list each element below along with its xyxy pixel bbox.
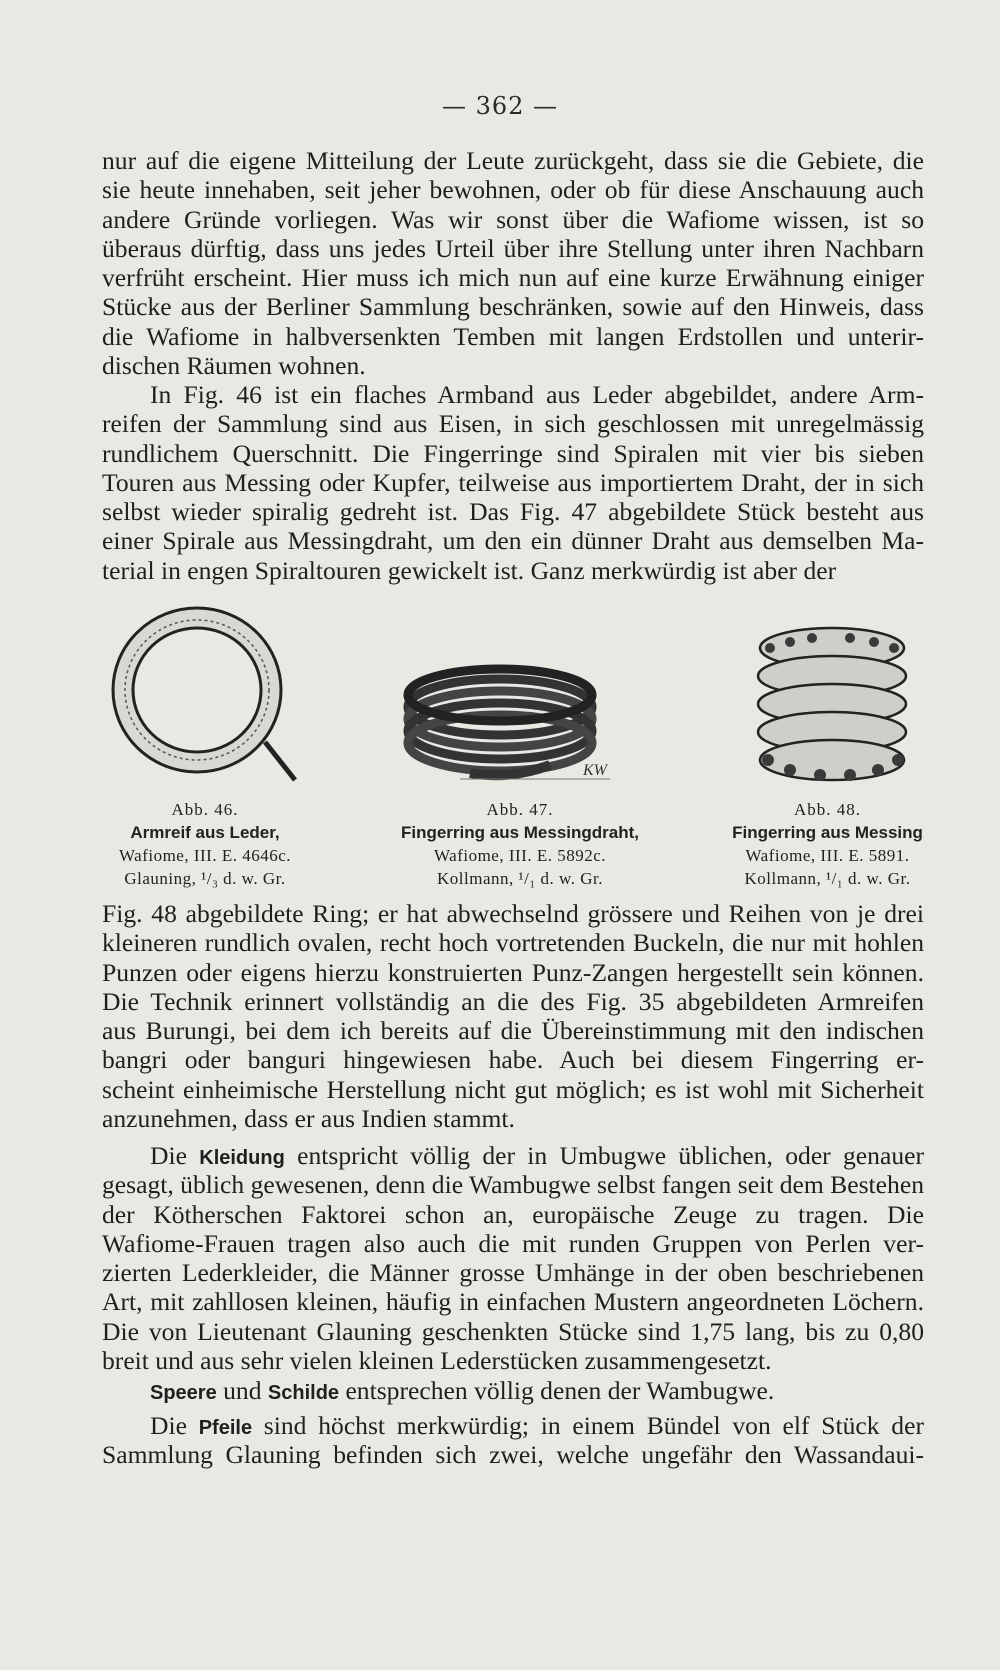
figure-47-inventory: Wafiome, III. E. 5892c. <box>433 846 607 865</box>
figure-48-scale: Kollmann, ¹/₁ d. w. Gr. <box>744 869 911 888</box>
figure-47-caption <box>390 800 650 889</box>
figure-46-leather-armring <box>105 602 305 787</box>
heading-speere: Speere <box>150 1382 217 1404</box>
figure-47-number: Abb. 47. <box>486 800 554 819</box>
paragraph-4-line: der Kötherschen Faktorei schon an, europäische Zeuge zu tragen. Die <box>102 1199 924 1229</box>
paragraph-6-lead: Die <box>150 1411 199 1440</box>
p2-line: selbst wieder spiralig gedreht ist. Das Fig. 47 abgebildete Stück besteht aus <box>102 497 924 527</box>
paragraph-6-line-1 <box>102 1411 924 1440</box>
paragraph-4-line-1-rest: entspricht völlig der in Umbugwe üblichen, oder genauer <box>284 1141 924 1170</box>
heading-kleidung: Kleidung <box>199 1147 285 1169</box>
paragraph-5-rest: entsprechen völlig denen der Wambugwe. <box>339 1376 775 1405</box>
paragraph-6 <box>102 1411 924 1470</box>
p3-line: scheint einheimische Herstellung nicht gut möglich; es ist wohl mit Sicherheit <box>102 1074 924 1104</box>
paragraph-4-line: breit und aus sehr vielen kleinen Lederstücken zusammengesetzt. <box>102 1346 772 1376</box>
p1-line: nur auf die eigene Mitteilung der Leute zurückgeht, dass sie die Gebiete, die <box>102 146 924 175</box>
p2-line: Touren aus Messing oder Kupfer, teilweise aus importiertem Draht, der in sich <box>102 467 924 497</box>
figure-46-inventory: Wafiome, III. E. 4646c. <box>118 846 292 865</box>
p2-line: reifen der Sammlung sind aus Eisen, in sich geschlossen mit unregelmässig <box>102 409 924 439</box>
paragraph-4-line: Art, mit zahllosen kleinen, häufig in einfachen Mustern angeordneten Löchern. <box>102 1287 924 1317</box>
figure-47-coiled-wire-ring <box>400 655 640 785</box>
p2-line: rundlichem Querschnitt. Die Fingerringe sind Spiralen mit vier bis sieben <box>102 438 924 468</box>
paragraph-6-line-1-rest: sind höchst merkwürdig; in einem Bündel von elf Stück der <box>252 1411 924 1440</box>
page-number: — 362 — <box>441 92 559 120</box>
p3-line: bangri oder banguri hingewiesen habe. Auch bei diesem Fingerring er- <box>102 1045 924 1075</box>
p1-line: sie heute innehaben, seit jeher bewohnen, oder ob für diese Anschauung auch <box>102 175 924 205</box>
paragraph-4-line-1 <box>102 1141 924 1170</box>
figure-46-scale: Glauning, ¹/₃ d. w. Gr. <box>124 869 286 888</box>
p3-line: kleineren rundlich ovalen, recht hoch vortretenden Buckeln, die nur mit hohlen <box>102 928 924 958</box>
paragraph-5-line <box>102 1376 924 1405</box>
paragraph-4-lead: Die <box>150 1141 200 1170</box>
figure-48-caption <box>715 800 940 889</box>
heading-pfeile: Pfeile <box>198 1417 253 1439</box>
figure-47-title: Fingerring aus Messingdraht, <box>400 823 640 842</box>
heading-schilde: Schilde <box>267 1382 340 1404</box>
paragraph-5 <box>102 1376 924 1405</box>
paragraph-4 <box>102 1141 924 1375</box>
p3-line: Punzen oder eigens hierzu konstruierten Punz-Zangen hergestellt sein können. <box>102 957 924 987</box>
figure-48-brass-ring <box>750 620 915 795</box>
p1-line: verfrüht erscheint. Hier muss ich mich nun auf eine kurze Erwähnung einiger <box>102 263 924 293</box>
paragraph-4-line: zierten Lederkleider, die Männer grosse Umhänge in der oben beschriebenen <box>102 1258 924 1288</box>
figure-47-scale: Kollmann, ¹/₁ d. w. Gr. <box>437 869 603 888</box>
paragraph-4-line: Wafiome-Frauen tragen also auch die mit runden Gruppen von Perlen ver- <box>102 1228 924 1258</box>
p1-line: dischen Räumen wohnen. <box>102 351 366 381</box>
paragraph-4-line: gesagt, üblich gewesenen, denn die Wambugwe selbst fangen seit dem Bestehen <box>102 1170 924 1200</box>
paragraph-1 <box>102 146 924 380</box>
figure-46-number: Abb. 46. <box>171 800 239 819</box>
figure-46-caption <box>100 800 310 889</box>
p3-line: aus Burungi, bei dem ich bereits auf die Übereinstimmung mit den indischen <box>102 1016 924 1046</box>
p2-line: terial in engen Spiraltouren gewickelt ist. Ganz merkwürdig ist aber der <box>102 555 837 585</box>
figure-48-title: Fingerring aus Messing <box>732 823 923 842</box>
paragraph-4-line: Die von Lieutenant Glauning geschenkten Stücke sind 1,75 lang, bis zu 0,80 <box>102 1316 924 1346</box>
p3-line: Fig. 48 abgebildete Ring; er hat abwechselnd grössere und Reihen von je drei <box>102 899 924 928</box>
p1-line: überaus dürftig, dass uns jedes Urteil über ihre Stellung unter ihren Nachbarn <box>102 233 924 263</box>
p3-line: anzunehmen, dass er aus Indien stammt. <box>102 1104 515 1134</box>
figure-48-number: Abb. 48. <box>793 800 862 819</box>
p1-line: andere Gründe vorliegen. Was wir sonst über die Wafiome wissen, ist so <box>102 204 924 234</box>
p2-line: In Fig. 46 ist ein flaches Armband aus Leder abgebildet, andere Arm- <box>150 380 924 409</box>
paragraph-6-line-2: Sammlung Glauning befinden sich zwei, welche ungefähr den Wassandaui- <box>102 1440 924 1470</box>
paragraph-3 <box>102 899 924 1133</box>
figure-48-inventory: Wafiome, III. E. 5891. <box>745 846 910 865</box>
figure-47-signature: KW <box>583 762 607 779</box>
figure-46-title: Armreif aus Leder, <box>130 823 280 842</box>
p1-line: Stücke aus der Berliner Sammlung beschränken, sowie auf den Hinweis, dass <box>102 292 924 322</box>
paragraph-2 <box>102 380 924 585</box>
p1-line: die Wafiome in halbversenkten Temben mit langen Erdstollen und unterir- <box>102 321 924 351</box>
p2-line: einer Spirale aus Messingdraht, um den ein dünner Draht aus demselben Ma- <box>102 526 924 556</box>
paragraph-5-conjunction: und <box>216 1376 268 1405</box>
p3-line: Die Technik erinnert vollständig an die des Fig. 35 abgebildeten Armreifen <box>102 986 924 1016</box>
